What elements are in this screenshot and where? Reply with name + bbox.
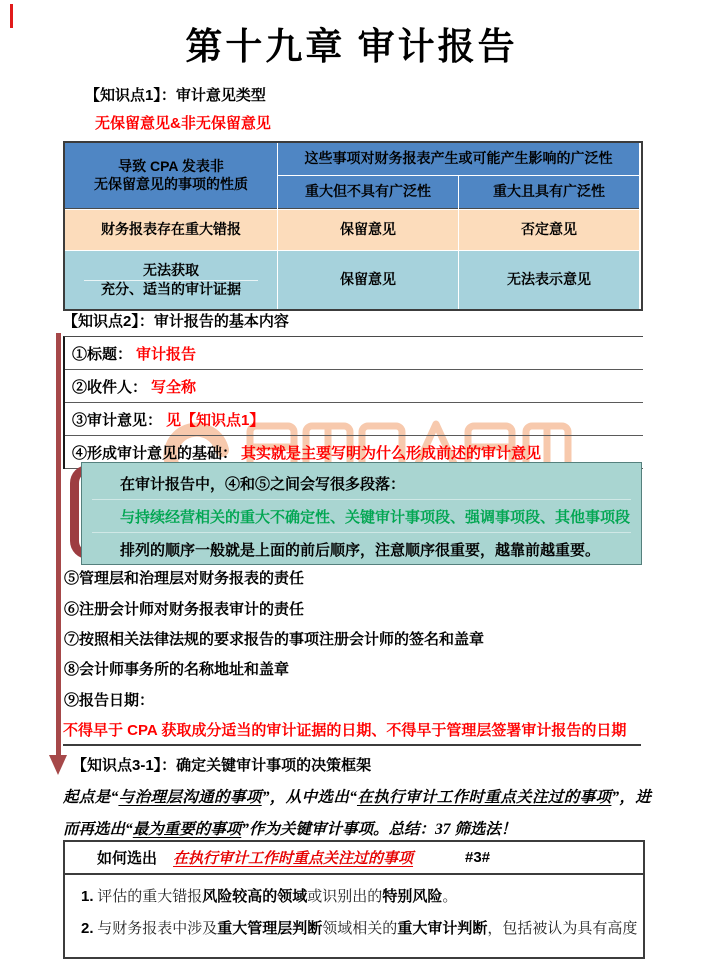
text-run: 。 — [442, 889, 458, 905]
paragraph-note-callout — [81, 462, 642, 565]
section-divider — [63, 744, 641, 746]
table-header-material-not-pervasive: 重大但不具有广泛性 — [278, 176, 458, 209]
table-header-nature-line1: 导致 CPA 发表非 — [118, 158, 224, 174]
item-label: ①标题： — [72, 345, 133, 363]
list-item-cpa-responsibility: ⑥注册会计师对财务报表审计的责任 — [64, 601, 305, 618]
callout-line1: 在审计报告中，④和⑤之间会写很多段落： — [120, 476, 406, 493]
table-header-nature-line2: 无保留意见的事项的性质 — [94, 175, 248, 192]
table-cell-scope-line1: 无法获取 — [143, 262, 199, 278]
list-item-mgmt-responsibility: ⑤管理层和治理层对财务报表的责任 — [64, 570, 305, 587]
red-arrow-head — [49, 755, 67, 775]
item-value: 审计报告 — [136, 345, 197, 363]
criteria-item-2 — [81, 913, 638, 945]
kp2-heading: 【知识点2】：审计报告的基本内容 — [63, 313, 289, 330]
kam-framework-paragraph — [63, 782, 651, 846]
report-content-list — [63, 336, 643, 469]
kp1-subtitle: 无保留意见&非无保留意见 — [95, 115, 271, 132]
para-underlined-run: 在执行审计工作时重点关注过的事项 — [356, 789, 612, 806]
text-run: ，包括被认为具有高度 — [487, 921, 638, 937]
opinion-type-table — [63, 141, 643, 311]
table-cell-adverse: 否定意见 — [459, 210, 639, 250]
para-run: 起点是“ — [63, 789, 119, 806]
list-item-opinion — [65, 403, 643, 436]
item-label: ②收件人： — [72, 378, 148, 396]
bold-run: 重大审计判断 — [397, 920, 488, 937]
callout-divider — [92, 532, 631, 533]
criteria-item-1 — [81, 881, 633, 913]
list-item-legal-matters: ⑦按照相关法律法规的要求报告的事项注册会计师的签名和盖章 — [64, 631, 485, 648]
kp1-heading: 【知识点1】：审计意见类型 — [85, 87, 266, 104]
selection-box-header — [65, 842, 643, 875]
item-number: 2. — [81, 920, 94, 937]
callout-line2-green: 与持续经营相关的重大不确定性、关键审计事项段、强调事项段、其他事项段 — [120, 509, 631, 526]
table-header-nature — [65, 143, 277, 209]
table-header-pervasiveness: 这些事项对财务报表产生或可能产生影响的广泛性 — [278, 143, 639, 175]
text-run: 与财务报表中涉及 — [97, 921, 218, 937]
para-underlined-run: 与治理层沟通的事项 — [118, 789, 262, 806]
callout-divider — [92, 499, 631, 500]
callout-line3: 排列的顺序一般就是上面的前后顺序，注意顺序很重要，越靠前越重要。 — [120, 542, 601, 559]
item-value: 其实就是主要写明为什么形成前述的审计意见 — [241, 444, 542, 462]
selection-criteria-box — [63, 840, 645, 959]
para-run: ”作为关键审计事项。总结：37 筛选法！ — [241, 821, 517, 838]
item-value: 写全称 — [151, 378, 197, 396]
table-header-material-pervasive: 重大且具有广泛性 — [459, 176, 639, 209]
header-tag: #3# — [465, 849, 491, 866]
item-label: ④形成审计意见的基础： — [72, 444, 238, 462]
selection-box-body — [65, 875, 643, 957]
header-label: 如何选出 — [97, 850, 158, 867]
red-arrow-line — [56, 333, 61, 757]
list-item-firm-name: ⑧会计师事务所的名称地址和盖章 — [64, 661, 290, 678]
table-cell-scope-limitation — [65, 251, 277, 309]
page-title: 第十九章 审计报告 — [185, 27, 518, 68]
bold-run: 风险较高的领域 — [202, 888, 308, 905]
bold-run: 特别风险 — [382, 888, 443, 905]
text-run: 或识别出的 — [307, 889, 383, 905]
list-item-addressee — [65, 370, 643, 403]
item-label: ③审计意见： — [72, 411, 163, 429]
item-number: 1. — [81, 888, 94, 905]
table-cell-disclaimer: 无法表示意见 — [459, 251, 639, 309]
kp3-heading: 【知识点3-1】：确定关键审计事项的决策框架 — [72, 757, 372, 774]
para-underlined-run: 最为重要的事项 — [132, 821, 242, 838]
table-cell-scope-line2: 充分、适当的审计证据 — [101, 280, 241, 297]
bold-run: 重大管理层判断 — [217, 920, 323, 937]
item-value: 见【知识点1】 — [166, 411, 265, 429]
table-cell-qualified-2: 保留意见 — [278, 251, 458, 309]
para-run: ”，进而再选出“ — [63, 789, 651, 838]
table-cell-qualified-1: 保留意见 — [278, 210, 458, 250]
report-date-note: 不得早于 CPA 获取成分适当的审计证据的日期、不得早于管理层签署审计报告的日期 — [63, 722, 627, 739]
table-cell-misstatement: 财务报表存在重大错报 — [65, 210, 277, 250]
para-run: ”，从中选出“ — [261, 789, 357, 806]
text-run: 领域相关的 — [322, 921, 398, 937]
list-item-title — [65, 337, 643, 370]
list-item-report-date: ⑨报告日期： — [64, 692, 155, 709]
header-red-title: 在执行审计工作时重点关注过的事项 — [173, 851, 414, 867]
text-run: 评估的重大错报 — [97, 889, 203, 905]
